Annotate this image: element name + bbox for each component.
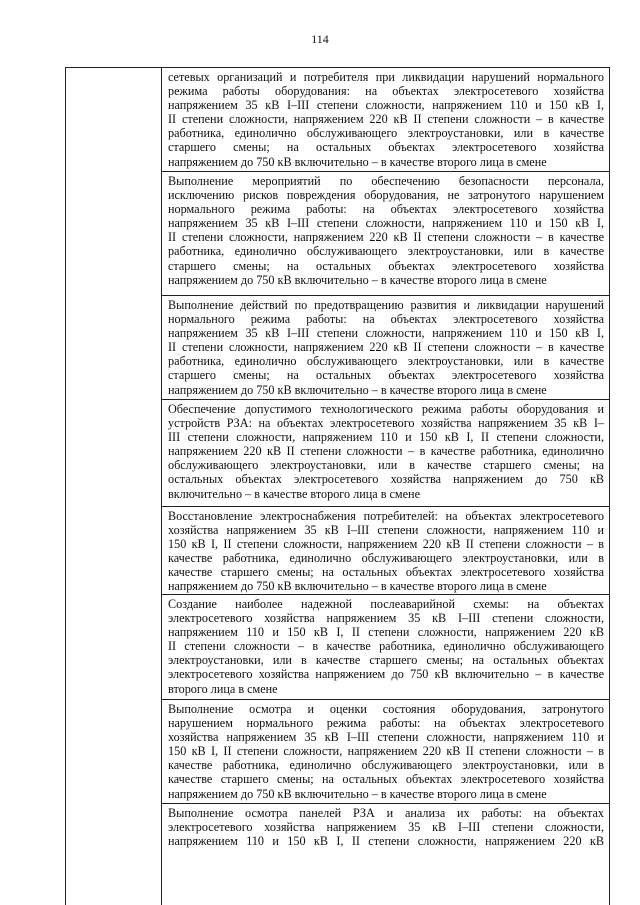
row-text-line: старшего смены; на остальных объектах электросетевого хозяйства xyxy=(168,140,604,155)
row-text-line: качестве работника, единолично обслуживающего электроустановки, или в xyxy=(168,551,604,566)
table-row xyxy=(162,296,609,400)
row-text-line: Выполнение мероприятий по обеспечению безопасности персонала, xyxy=(168,174,604,188)
row-text-line: 150 кВ I, II степени сложности, напряжением 220 кВ II степени сложности – в xyxy=(168,744,604,759)
row-text-line: напряжением 35 кВ I–III степени сложности, напряжением 110 и 150 кВ I, xyxy=(168,326,604,341)
row-text-line: качестве старшего смены; на остальных объектах электросетевого хозяйства xyxy=(168,772,604,787)
row-text-line: нормального режима работы: на объектах электросетевого хозяйства xyxy=(168,312,604,327)
row-text-line: напряжением 35 кВ I–III степени сложности, напряжением 110 и 150 кВ I, xyxy=(168,98,604,113)
row-text-line: качестве старшего смены; на остальных объектах электросетевого хозяйства xyxy=(168,565,604,580)
row-text-line: нарушением нормального режима работы: на объектах электросетевого xyxy=(168,716,604,731)
row-text-line: Создание наиболее надежной послеаварийной схемы: на объектах xyxy=(168,597,604,611)
table-row xyxy=(162,700,609,804)
row-text-line: электроустановки, или в качестве старшего смены; на остальных объектах xyxy=(168,653,604,668)
row-text-line: остальных объектах электросетевого хозяйства напряжением до 750 кВ xyxy=(168,472,604,487)
row-text-line: напряжением до 750 кВ включительно – в качестве второго лица в смене xyxy=(168,154,547,169)
row-text-line: Выполнение осмотра панелей РЗА и анализа их работы: на объектах xyxy=(168,806,604,820)
table-row xyxy=(162,804,609,866)
row-text-line: напряжением до 750 кВ включительно – в качестве второго лица в смене xyxy=(168,786,547,801)
row-text-line: Восстановление электроснабжения потребителей: на объектах электросетевого xyxy=(168,509,604,523)
row-text-line: исключению рисков повреждения оборудования, не затронутого нарушением xyxy=(168,188,604,203)
row-text-line: сетевых организаций и потребителя при ликвидации нарушений нормального xyxy=(168,70,604,84)
competency-table xyxy=(65,67,610,905)
row-text-line: 150 кВ I, II степени сложности, напряжением 220 кВ II степени сложности – в xyxy=(168,537,604,552)
row-text-line: обслуживающего электроустановки, или в качестве старшего смены; на xyxy=(168,458,604,473)
row-text-line: работника, единолично обслуживающего электроустановки, или в качестве xyxy=(168,354,604,369)
row-text-line: старшего смены; на остальных объектах электросетевого хозяйства xyxy=(168,258,604,273)
row-text-line: нормального режима работы: на объектах электросетевого хозяйства xyxy=(168,202,604,217)
table-row xyxy=(162,172,609,296)
row-text-line: электросетевого хозяйства напряжением 35 кВ I–III степени сложности, xyxy=(168,820,604,835)
page-number: 114 xyxy=(311,32,329,46)
row-text-line: качестве работника, единолично обслуживающего электроустановки, или в xyxy=(168,758,604,773)
row-text-line: Выполнение осмотра и оценки состояния оборудования, затронутого xyxy=(168,702,604,716)
table-row xyxy=(162,595,609,700)
row-text-line: II степени сложности, напряжением 220 кВ II степени сложности – в качестве xyxy=(168,112,604,127)
row-text-line: Обеспечение допустимого технологического режима работы оборудования и xyxy=(168,402,604,416)
row-text-line: электросетевого хозяйства напряжением 35 кВ I–III степени сложности, xyxy=(168,611,604,626)
row-text-line: электросетевого хозяйства напряжением до 750 кВ включительно – в качестве xyxy=(168,667,604,682)
row-text-line: напряжением 35 кВ I–III степени сложности, напряжением 110 и 150 кВ I, xyxy=(168,216,604,231)
table-row xyxy=(162,68,609,172)
table-row xyxy=(162,400,609,507)
table-right-column xyxy=(162,68,610,905)
row-text-line: III степени сложности, напряжением 110 и 150 кВ I, II степени сложности, xyxy=(168,430,604,445)
row-text-line: Выполнение действий по предотвращению развития и ликвидации нарушений xyxy=(168,298,604,312)
row-text-line: работника, единолично обслуживающего электроустановки, или в качестве xyxy=(168,244,604,259)
table-row xyxy=(162,507,609,595)
row-text-line: напряжением до 750 кВ включительно – в качестве второго лица в смене xyxy=(168,382,547,397)
row-text-line: старшего смены; на остальных объектах электросетевого хозяйства xyxy=(168,368,604,383)
row-text-line: режима работы оборудования: на объектах электросетевого хозяйства xyxy=(168,84,604,99)
row-text-line: хозяйства напряжением 35 кВ I–III степени сложности, напряжением 110 и xyxy=(168,730,604,745)
row-text-line: напряжением 220 кВ II степени сложности – в качестве работника, единолично xyxy=(168,444,604,459)
row-text-line: хозяйства напряжением 35 кВ I–III степени сложности, напряжением 110 и xyxy=(168,523,604,538)
row-text-line: напряжением 110 и 150 кВ I, II степени сложности, напряжением 220 кВ xyxy=(168,625,604,640)
row-text-line: напряжением до 750 кВ включительно – в качестве второго лица в смене xyxy=(168,579,547,594)
row-text-line: работника, единолично обслуживающего электроустановки, или в качестве xyxy=(168,126,604,141)
row-text-line: II степени сложности, напряжением 220 кВ II степени сложности – в качестве xyxy=(168,340,604,355)
row-text-line: II степени сложности – в качестве работника, единолично обслуживающего xyxy=(168,639,604,654)
row-text-line: напряжением до 750 кВ включительно – в качестве второго лица в смене xyxy=(168,272,547,287)
table-left-column xyxy=(66,68,162,905)
row-text-line: II степени сложности, напряжением 220 кВ II степени сложности – в качестве xyxy=(168,230,604,245)
row-text-line: включительно – в качестве второго лица в смене xyxy=(168,486,420,501)
row-text-line: устройств РЗА: на объектах электросетевого хозяйства напряжением 35 кВ I– xyxy=(168,416,604,431)
row-text-line: второго лица в смене xyxy=(168,681,278,696)
row-text-line: напряжением 110 и 150 кВ I, II степени сложности, напряжением 220 кВ xyxy=(168,834,604,849)
